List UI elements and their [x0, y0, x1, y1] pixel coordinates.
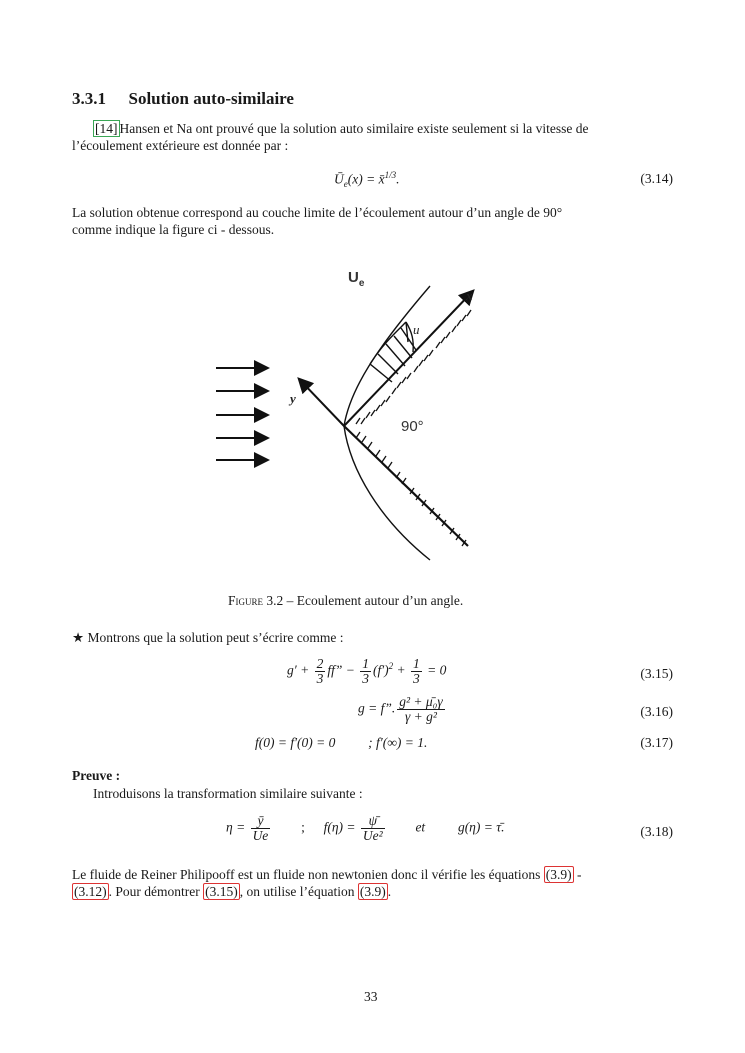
equation-3-15	[287, 657, 446, 686]
eq-3-15-c: (f′)	[372, 662, 389, 678]
proof-title: Preuve :	[72, 768, 121, 783]
equation-3-14	[334, 170, 399, 189]
para3-text-2: -	[573, 867, 582, 882]
star-icon: ★	[72, 630, 85, 646]
ref-eq-3-12[interactable]: (3.12)	[74, 884, 107, 899]
intro-line-2: l’écoulement extérieure est donnée par :	[72, 138, 289, 153]
eq-3-15-frac-1: $\frac{2}{3}$	[316, 656, 324, 686]
label-x: x	[466, 288, 473, 303]
equation-3-18	[226, 814, 504, 843]
equation-3-17	[255, 735, 427, 751]
label-angle: 90°	[401, 418, 424, 435]
para2-line-1: La solution obtenue correspond au couche limite de l’écoulement autour d’un angle de 90°	[72, 205, 563, 220]
para3-text-5: .	[387, 884, 392, 899]
eq-3-15-b: ff” −	[327, 662, 355, 678]
equation-number-3-17: (3.17)	[640, 735, 673, 750]
eq-3-14-end: .	[396, 171, 400, 187]
eq-3-18-et: et	[415, 819, 426, 835]
intro-text-1: Hansen et Na ont prouvé que la solution auto similaire existe seulement si la vitesse de	[119, 121, 589, 136]
eq-3-15-frac-3: $\frac{1}{3}$	[413, 656, 420, 686]
eq-3-16-frac: $\frac{\text{g² + μ̄₀γ}}{\text{γ + g²}}$	[399, 694, 443, 724]
eq-3-18-frac-2: $\frac{\psī}{\text{Ue²}}$	[362, 813, 383, 843]
eq-3-18-g: g(η) = τ̄.	[457, 819, 505, 835]
claim-line	[72, 629, 344, 647]
label-y: y	[290, 391, 296, 406]
equation-3-16	[358, 695, 447, 724]
eq-3-17-left: f(0) = f′(0) = 0	[255, 735, 336, 750]
eq-3-14-exp: 1/3	[384, 170, 397, 180]
eq-3-15-d: +	[396, 662, 406, 678]
para3-text-3: . Pour démontrer	[108, 884, 204, 899]
equation-number-3-18: (3.18)	[640, 824, 673, 839]
eq-3-15-frac-2: $\frac{1}{3}$	[362, 656, 369, 686]
page-number: 33	[364, 989, 378, 1004]
eq-3-18-eta: η =	[226, 819, 246, 835]
label-ue: $U_e$	[348, 269, 365, 289]
para3-line-1	[72, 866, 582, 883]
proof-line: Introduisons la transformation similaire suivante :	[93, 786, 363, 801]
lower-wall	[344, 426, 468, 546]
para3-text-1: Le fluide de Reiner Philipooff est un fluide non newtonien donc il vérifie les équations	[72, 867, 544, 882]
section-number: 3.3.1	[72, 89, 106, 108]
eq-3-16-lhs: g = f”.	[358, 700, 396, 716]
eq-3-14-lhs: Ū	[334, 171, 344, 187]
eq-3-15-c-exp: 2	[388, 661, 394, 672]
eq-3-18-sep: ;	[301, 819, 305, 835]
equation-number-3-16: (3.16)	[640, 704, 673, 719]
ref-eq-3-9-a[interactable]: (3.9)	[545, 867, 572, 882]
incoming-flow-arrows	[216, 368, 266, 460]
section-heading	[72, 89, 294, 109]
eq-3-15-a: g′ +	[287, 662, 310, 678]
intro-line-1	[93, 120, 589, 137]
section-title: Solution auto-similaire	[128, 89, 294, 108]
figure-caption-text: – Ecoulement autour d’un angle.	[283, 593, 464, 608]
ref-eq-3-9-b[interactable]: (3.9)	[359, 884, 386, 899]
para3-text-4: , on utilise l’équation	[239, 884, 358, 899]
equation-number-3-14: (3.14)	[640, 171, 673, 186]
eq-3-17-right: ; f′(∞) = 1.	[368, 735, 428, 750]
equation-number-3-15: (3.15)	[640, 666, 673, 681]
eq-3-18-f: f(η) =	[323, 819, 356, 835]
eq-3-14-arg: (x) = x̄	[347, 171, 385, 187]
eq-3-15-e: = 0	[427, 662, 447, 678]
y-axis-arrow	[300, 380, 344, 426]
para3-line-2	[72, 883, 391, 900]
figure-flow-around-angle	[200, 260, 520, 570]
figure-caption	[228, 592, 463, 609]
citation-link[interactable]: [14]	[95, 121, 118, 136]
label-u: u	[413, 322, 420, 337]
para2-line-2: comme indique la figure ci - dessous.	[72, 222, 275, 237]
ref-eq-3-15[interactable]: (3.15)	[205, 884, 238, 899]
eq-3-18-frac-1: $\frac{ȳ}{Ue}$	[252, 813, 269, 843]
claim-text: Montrons que la solution peut s’écrire comme :	[87, 630, 344, 645]
figure-caption-prefix: Figure 3.2	[228, 593, 284, 608]
eq-3-14-sub: e	[343, 179, 348, 190]
